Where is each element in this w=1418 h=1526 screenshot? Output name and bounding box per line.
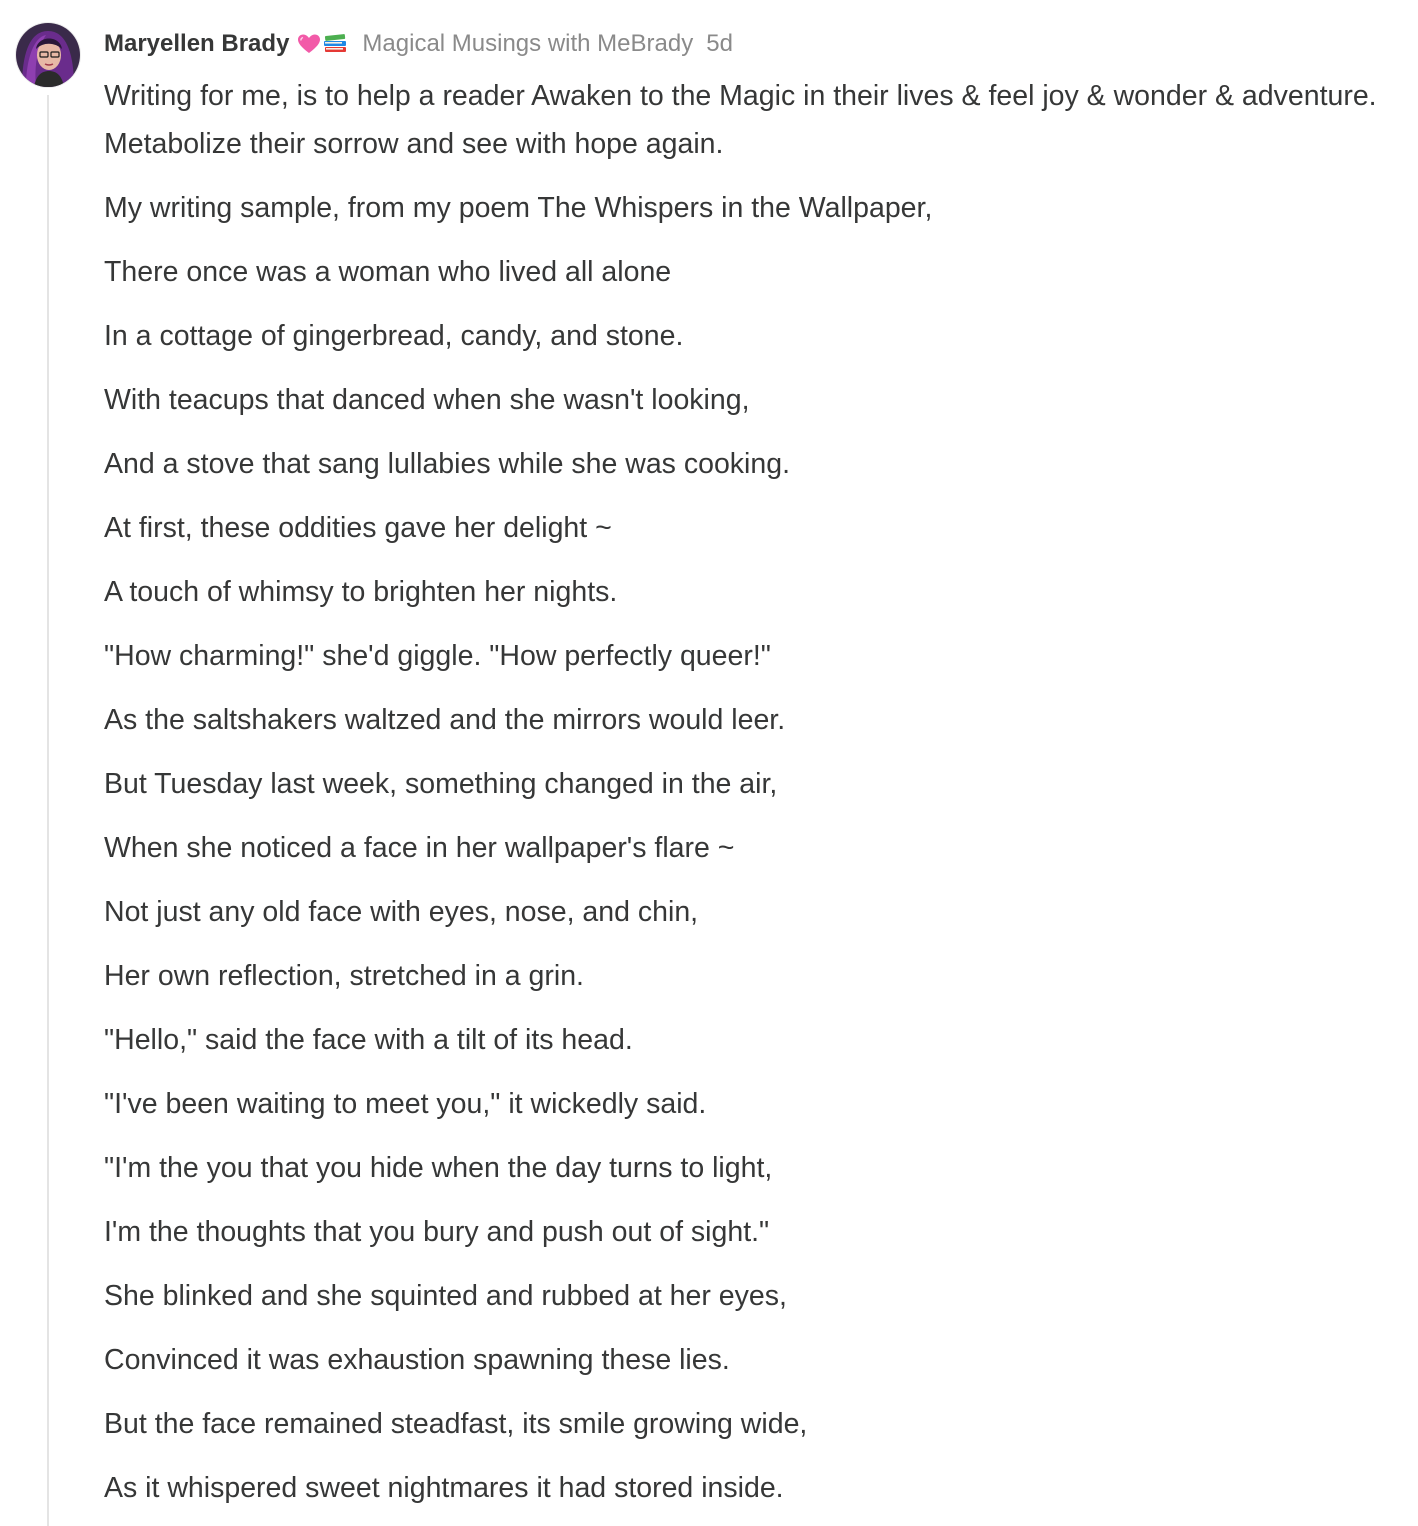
books-icon (322, 32, 348, 56)
avatar-image (16, 23, 80, 87)
author-avatar[interactable] (16, 23, 80, 87)
poem-line: There once was a woman who lived all alone (104, 256, 672, 288)
poem-line: When she noticed a face in her wallpaper's flare ~ (104, 832, 735, 864)
poem-line: "I've been waiting to meet you," it wickedly said. (104, 1088, 707, 1120)
poem-line: Her own reflection, stretched in a grin. (104, 960, 584, 992)
poem-line: But the face remained steadfast, its smile growing wide, (104, 1408, 808, 1440)
poem-line: She blinked and she squinted and rubbed at her eyes, (104, 1280, 787, 1312)
poem-line: A touch of whimsy to brighten her nights. (104, 576, 618, 608)
poem-line: As it whispered sweet nightmares it had stored inside. (104, 1472, 784, 1504)
author-name[interactable]: Maryellen Brady (104, 30, 290, 57)
thread-line (47, 95, 49, 1526)
poem-line: "How charming!" she'd giggle. "How perfectly queer!" (104, 640, 771, 672)
comment-timestamp[interactable]: 5d (706, 30, 733, 57)
poem-line: I'm the thoughts that you bury and push out of sight." (104, 1216, 770, 1248)
poem-line: In a cottage of gingerbread, candy, and stone. (104, 320, 684, 352)
comment-intro: Writing for me, is to help a reader Awaken to the Magic in their lives & feel joy & wonder & adventure. Metabolize their sorrow and see with hope again. (104, 80, 1377, 160)
poem-line: But Tuesday last week, something changed in the air, (104, 768, 778, 800)
poem-line: Convinced it was exhaustion spawning these lies. (104, 1344, 730, 1376)
pink-heart-icon (297, 33, 321, 55)
poem-line: "Hello," said the face with a tilt of its head. (104, 1024, 633, 1056)
poem-lines (104, 184, 1394, 1512)
author-badges (297, 32, 348, 56)
poem-line: And a stove that sang lullabies while she was cooking. (104, 448, 790, 480)
poem-line: With teacups that danced when she wasn't looking, (104, 384, 750, 416)
poem-line: At first, these oddities gave her delight ~ (104, 512, 612, 544)
poem-line: As the saltshakers waltzed and the mirrors would leer. (104, 704, 786, 736)
poem-line: Not just any old face with eyes, nose, and chin, (104, 896, 699, 928)
comment-body (104, 72, 1394, 1512)
poem-line: "I'm the you that you hide when the day turns to light, (104, 1152, 773, 1184)
publication-name[interactable]: Magical Musings with MeBrady (362, 30, 694, 57)
comment-header (104, 28, 733, 60)
poem-line: My writing sample, from my poem The Whispers in the Wallpaper, (104, 192, 933, 224)
